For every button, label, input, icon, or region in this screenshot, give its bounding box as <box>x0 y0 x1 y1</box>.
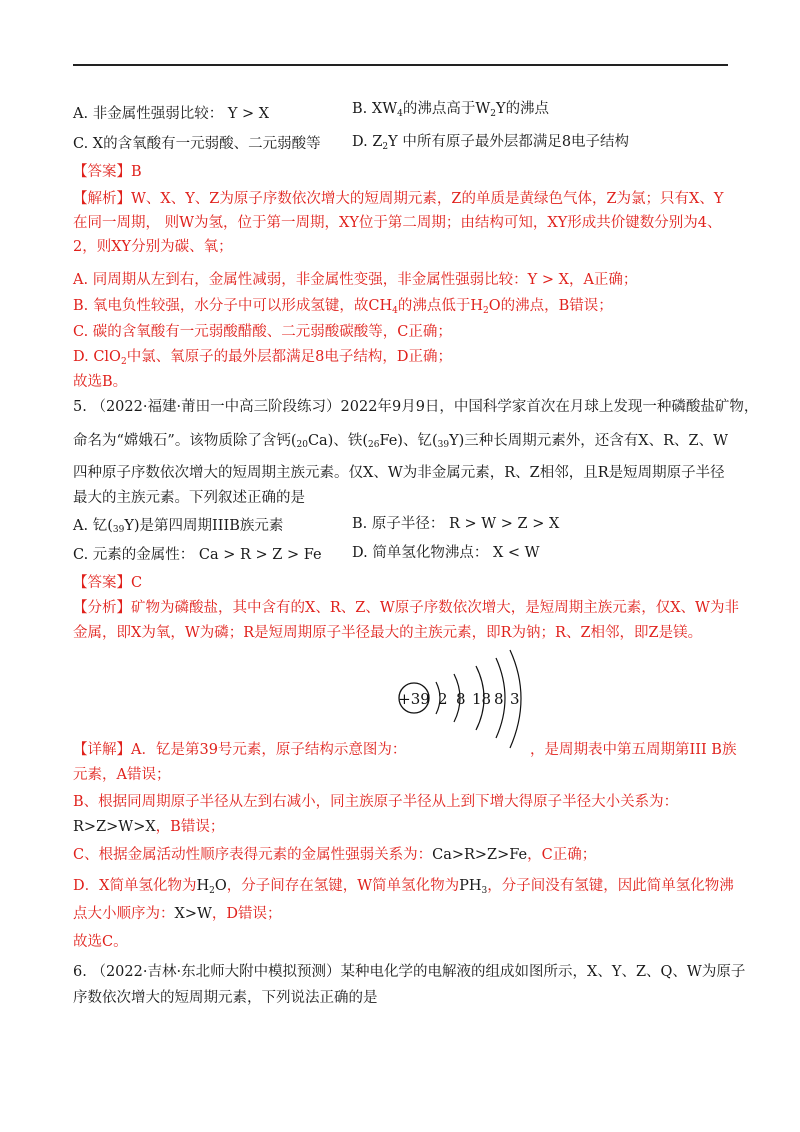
shell-count-2: 8 <box>456 690 466 708</box>
q5-option-b: B. 原子半径： R > W > Z > X <box>352 516 560 532</box>
q4-option-c: C. X的含氧酸有一元弱酸、二元弱酸等 <box>73 136 321 152</box>
q5-stem-line-3: 四种原子序数依次增大的短周期主族元素。仅X、W为非金属元素，R、Z相邻，且R是短周期原子半径 <box>73 465 725 481</box>
q5-conclusion: 故选C。 <box>73 934 128 950</box>
shell-count-4: 8 <box>494 690 504 708</box>
q5-stem-line-1: 5. （2022·福建·莆田一中高三阶段练习）2022年9月9日，中国科学家首次在月球上发现一种磷酸盐矿物， <box>73 399 759 415</box>
q6-stem-line-2: 序数依次增大的短周期元素，下列说法正确的是 <box>73 990 378 1006</box>
shell-count-5: 3 <box>510 690 520 708</box>
q5-analysis-line-2: 金属，即X为氧，W为磷；R是短周期原子半径最大的主族元素，即R为钠；R、Z相邻，即Z是镁。 <box>73 625 703 641</box>
q5-detail-c: C、根据金属活动性顺序表得元素的金属性强弱关系为：Ca>R>Z>Fe，C正确； <box>73 847 597 863</box>
q4-analysis-b: B. 氧电负性较强，水分子中可以形成氢键，故$CH_4$的沸点低于$H_2O$的沸点，B错误； <box>73 298 613 316</box>
q5-detail-b-line-1: B、根据同周期原子半径从左到右减小，同主族原子半径从上到下增大得原子半径大小关系为： <box>73 794 679 810</box>
shell-count-3: 18 <box>472 690 492 708</box>
q4-answer: 【答案】B <box>73 164 142 180</box>
shell-count-1: 2 <box>438 690 448 708</box>
q5-detail-d-line-2: 点大小顺序为：X>W，D错误； <box>73 906 282 922</box>
q4-option-d: D. $Z_2Y$ 中所有原子最外层都满足8电子结构 <box>352 134 630 152</box>
q5-detail-d-line-1: D．X简单氢化物为$H_2O$，分子间存在氢键，W简单氢化物为$PH_3$，分子间没有氢键，因此简单氢化物沸 <box>73 878 734 896</box>
q5-stem-line-4: 最大的主族元素。下列叙述正确的是 <box>73 490 305 506</box>
q5-answer: 【答案】C <box>73 575 143 591</box>
q4-option-a: A. 非金属性强弱比较： Y > X <box>73 106 270 122</box>
nucleus-charge: +39 <box>398 690 430 708</box>
q6-stem-line-1: 6. （2022·吉林·东北师大附中模拟预测）某种电化学的电解液的组成如图所示，X、Y、Z、Q、W为原子 <box>73 964 746 980</box>
q4-analysis-a: A. 同周期从左到右，金属性减弱，非金属性变强，非金属性强弱比较：Y > X，A正确； <box>73 272 638 288</box>
q5-option-d: D. 简单氢化物沸点： X < W <box>352 545 540 561</box>
q4-analysis: 【解析】W、X、Y、Z为原子序数依次增大的短周期元素，Z的单质是黄绿色气体，Z为氯；只有X、Y在同一周期， 则W为氢，位于第一周期，XY位于第二周期；由结构可知，XY形成共价键数分别为4、2，则XY分别为碳、氧； <box>73 191 724 255</box>
atom-structure-diagram <box>398 648 530 752</box>
q4-conclusion: 故选B。 <box>73 374 128 390</box>
q5-detail-b-line-2: R>Z>W>X，B错误； <box>73 819 225 835</box>
q4-analysis-d: D. ClO$_2$中氯、氧原子的最外层都满足8电子结构，D正确； <box>73 349 453 367</box>
q4-option-b: B. $XW_4$的沸点高于$W_2Y$的沸点 <box>352 101 550 119</box>
q5-detail-a-line-2: 元素，A错误； <box>73 767 171 783</box>
q5-option-a: A. 钇(39Y)是第四周期IIIB族元素 <box>73 518 284 535</box>
q5-analysis-line-1: 【分析】矿物为磷酸盐，其中含有的X、R、Z、W原子序数依次增大，是短周期主族元素，仅X、W为非 <box>73 600 739 616</box>
header-rule <box>73 64 728 66</box>
q5-detail-a-line-1: 【详解】A．钇是第39号元素，原子结构示意图为： <box>73 742 407 758</box>
q5-detail-a-line-1-tail: ，是周期表中第五周期第III B族 <box>530 742 737 758</box>
q5-option-c: C. 元素的金属性： Ca > R > Z > Fe <box>73 547 322 563</box>
q5-stem-line-2: 命名为“嫦娥石”。该物质除了含钙(20Ca)、铁(26Fe)、钇(39Y)三种长周期元素外，还含有X、R、Z、W <box>73 433 729 450</box>
q4-analysis-c: C. 碳的含氧酸有一元弱酸醋酸、二元弱酸碳酸等，C正确； <box>73 324 452 340</box>
